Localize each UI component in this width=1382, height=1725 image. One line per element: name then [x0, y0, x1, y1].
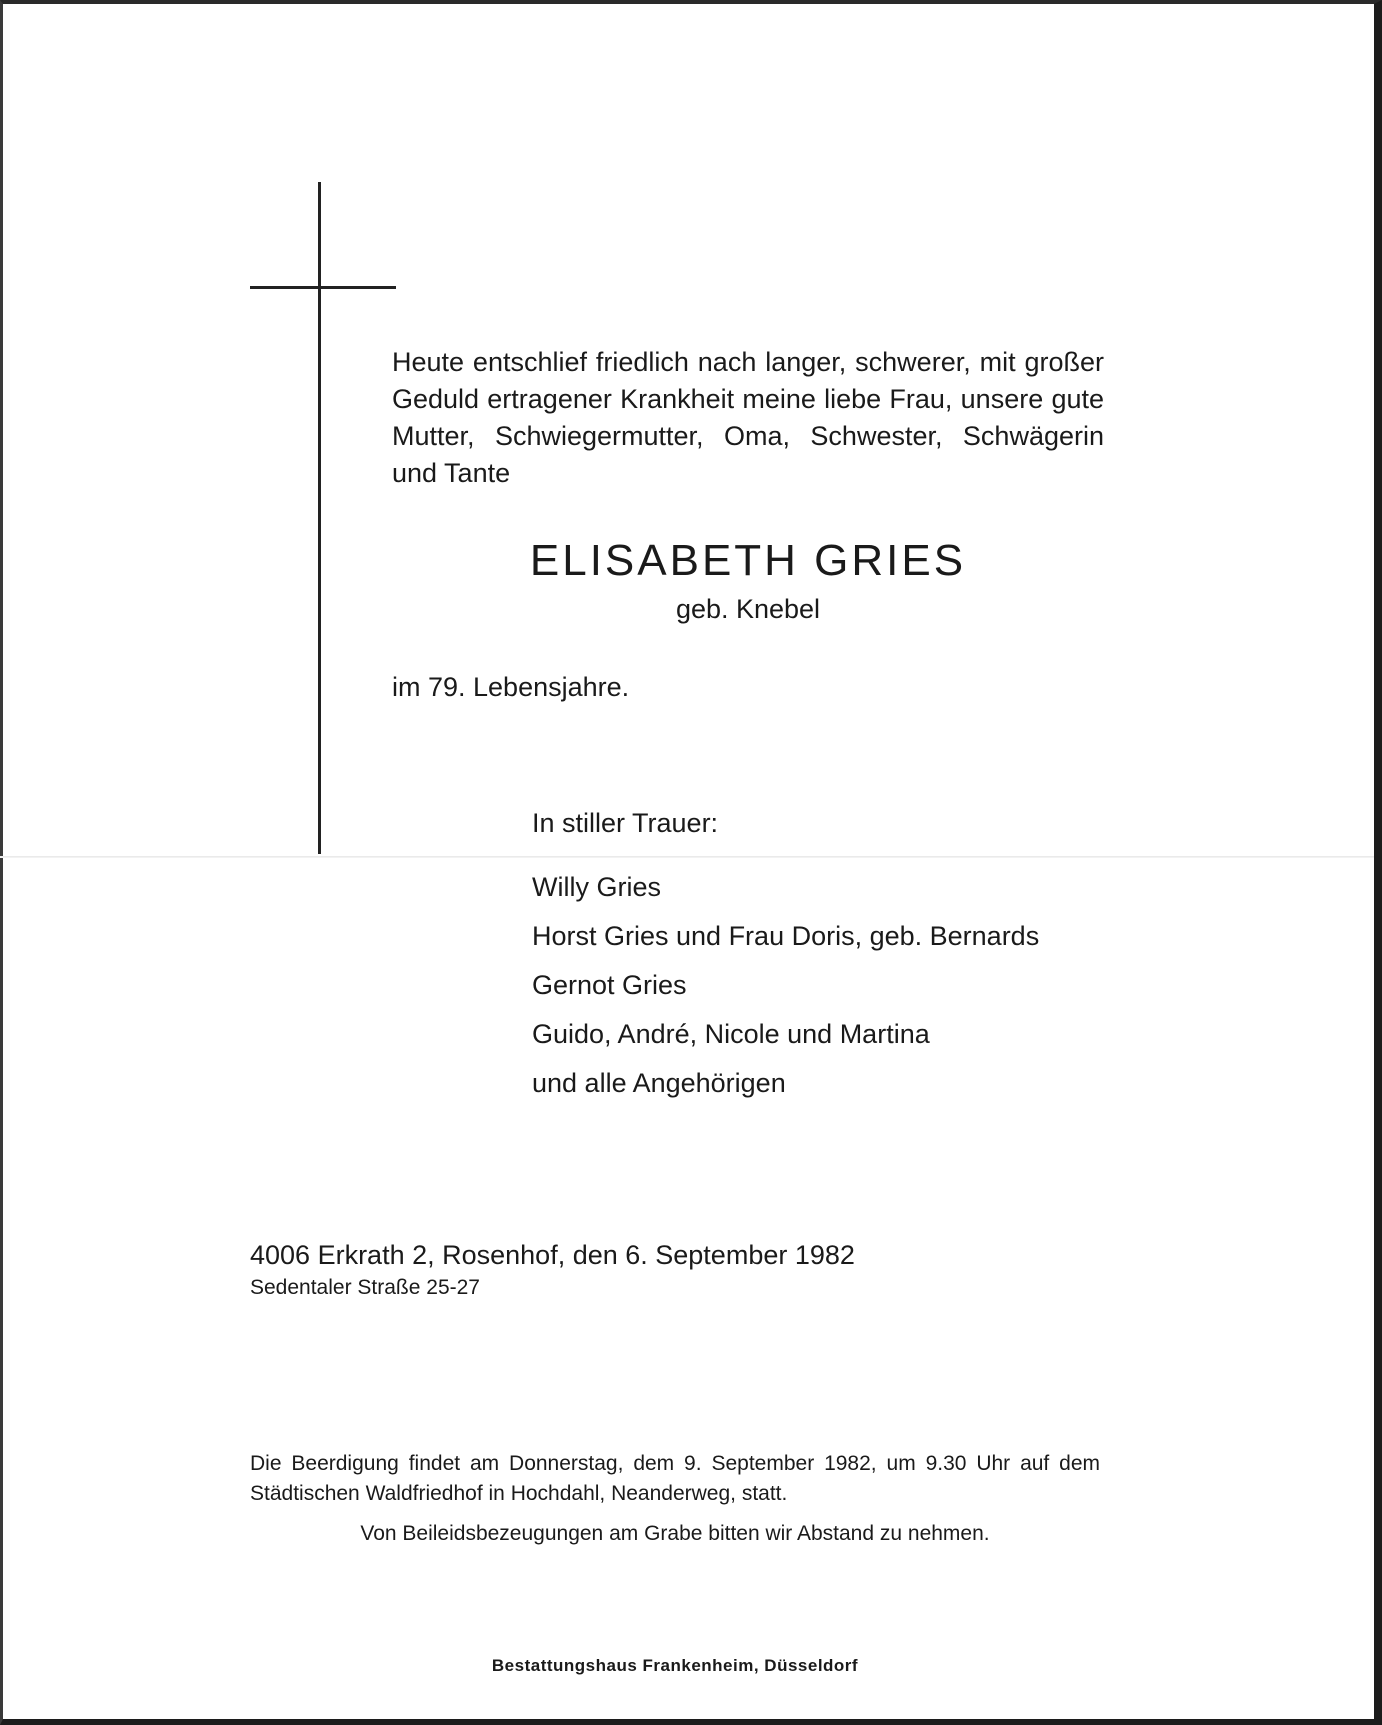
cross-vertical-bar [318, 182, 321, 854]
deceased-name: ELISABETH GRIES [529, 536, 967, 585]
list-item: und alle Angehörigen [532, 1068, 786, 1098]
age-text: im 79. Lebensjahre. [392, 672, 630, 702]
cross-horizontal-bar [250, 286, 396, 289]
mourners-list [532, 870, 1039, 1115]
birth-name: geb. Knebel [675, 594, 821, 624]
list-item: Horst Gries und Frau Doris, geb. Bernards [532, 921, 1040, 951]
condolence-note: Von Beileidsbezeugungen am Grabe bitten wir Abstand zu nehmen. [360, 1522, 990, 1545]
fold-line [0, 856, 1374, 858]
intro-text: Heute entschlief friedlich nach langer, schwerer, mit großer Geduld ertragener Krankheit meine liebe Frau, unsere gute Mutter, Schwiegermutter, Oma, Schwester, Schwägerin und Tante [392, 347, 1104, 488]
funeral-details: Die Beerdigung findet am Donnerstag, dem 9. September 1982, um 9.30 Uhr auf dem Städtischen Waldfriedhof in Hochdahl, Neanderweg, statt. [250, 1452, 1100, 1505]
list-item: Gernot Gries [532, 970, 687, 1000]
mourners-heading: In stiller Trauer: [532, 808, 719, 838]
undertaker-imprint: Bestattungshaus Frankenheim, Düsseldorf [491, 1656, 859, 1675]
place-and-date: 4006 Erkrath 2, Rosenhof, den 6. September 1982 [250, 1240, 855, 1270]
list-item: Guido, André, Nicole und Martina [532, 1019, 930, 1049]
street-address: Sedentaler Straße 25-27 [250, 1276, 480, 1299]
list-item: Willy Gries [532, 872, 661, 902]
